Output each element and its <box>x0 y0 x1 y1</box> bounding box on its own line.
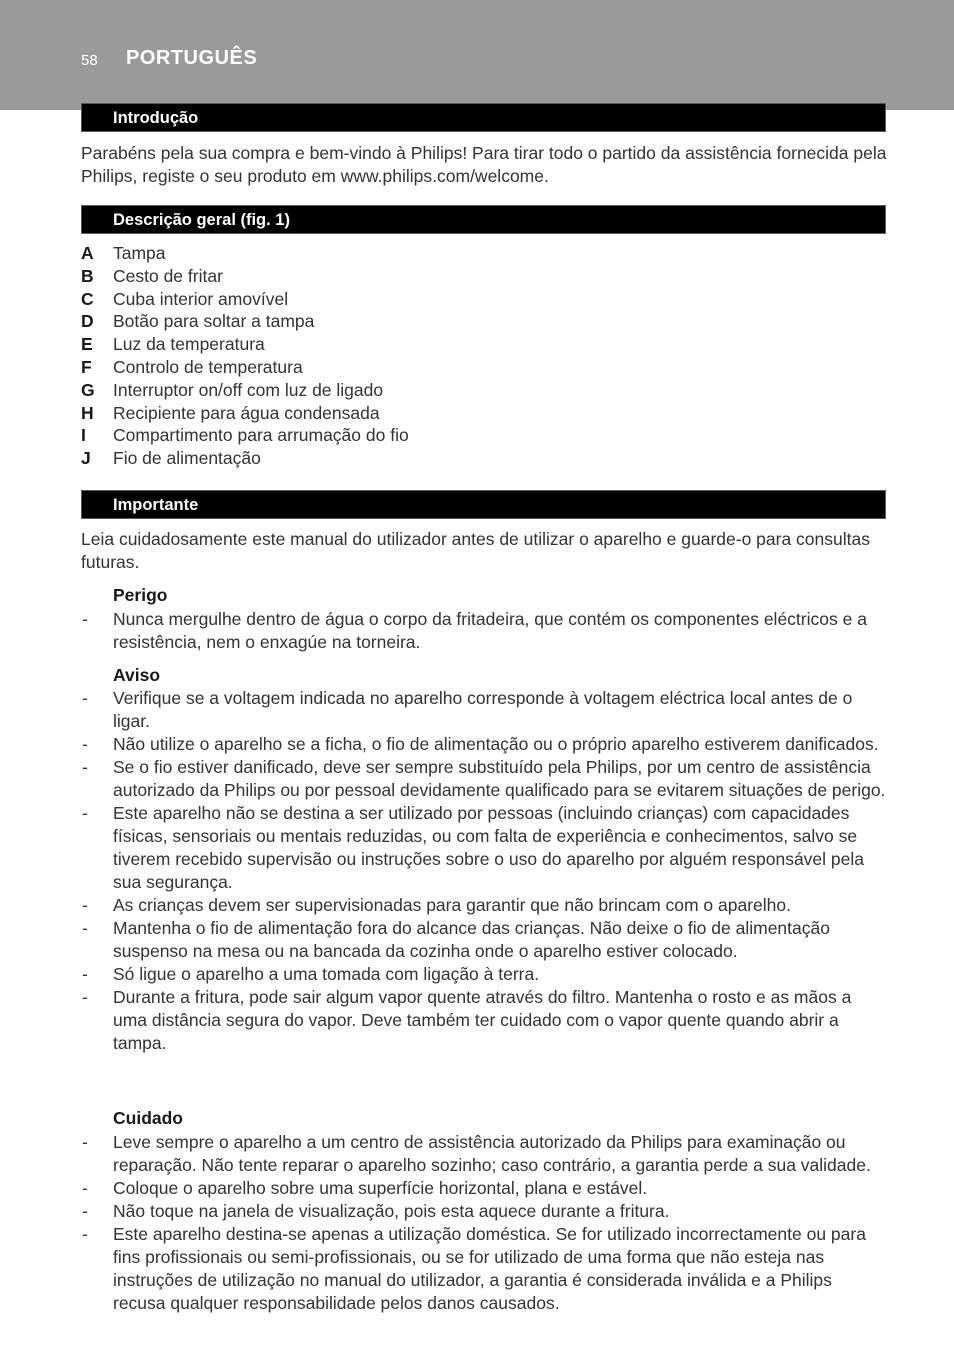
header-band <box>0 0 954 110</box>
part-item <box>81 402 681 425</box>
warning-heading: Aviso <box>113 665 161 685</box>
list-item: - Este aparelho não se destina a ser utilizado por pessoas (incluindo crianças) com capacidades físicas, sensoriais ou mentais reduzidas, ou com falta de experiência e conhecimentos, salvo se tiverem recebido supervisão ou instruções sobre o uso do aparelho por alguém responsável pela sua segurança. <box>81 802 891 894</box>
part-letter: D <box>81 311 94 332</box>
part-label: Controlo de temperatura <box>113 356 303 377</box>
part-letter: J <box>81 448 91 469</box>
part-label: Recipiente para água condensada <box>113 402 380 423</box>
list-item-text: Este aparelho destina-se apenas a utilização doméstica. Se for utilizado incorrectamente ou para fins profissionais ou semi-profissionais, ou se for utilizado de uma forma que não esteja nas instruções de utilização no manual do utilizador, a garantia é considerada inválida e a Philips recusa qualquer responsabilidade pelos danos causados. <box>113 1224 866 1313</box>
list-item-text: Durante a fritura, pode sair algum vapor quente através do filtro. Mantenha o rosto e as mãos a uma distância segura do vapor. Deve também ter cuidado com o vapor quente quando abrir a tampa. <box>113 987 852 1053</box>
list-item-text: Leve sempre o aparelho a um centro de assistência autorizado da Philips para examinação ou reparação. Não tente reparar o aparelho sozinho; caso contrário, a garantia perde a sua validade. <box>113 1132 871 1175</box>
part-item <box>81 242 681 265</box>
parts-list <box>81 242 681 470</box>
language-title: PORTUGUÊS <box>126 47 258 69</box>
list-item: - As crianças devem ser supervisionadas para garantir que não brincam com o aparelho. <box>81 894 891 917</box>
list-item: - Durante a fritura, pode sair algum vapor quente através do filtro. Mantenha o rosto e as mãos a uma distância segura do vapor. Deve também ter cuidado com o vapor quente quando abrir a tampa. <box>81 986 891 1055</box>
list-item: - Coloque o aparelho sobre uma superfície horizontal, plana e estável. <box>81 1177 891 1200</box>
part-item <box>81 379 681 402</box>
list-item-text: Este aparelho não se destina a ser utilizado por pessoas (incluindo crianças) com capacidades físicas, sensoriais ou mentais reduzidas, ou com falta de experiência e conhecimentos, salvo se tiverem recebido supervisão ou instruções sobre o uso do aparelho por alguém responsável pela sua segurança. <box>113 803 864 892</box>
section-title-intro: Introdução <box>113 109 199 127</box>
part-label: Tampa <box>113 243 166 263</box>
list-item-text: Verifique se a voltagem indicada no aparelho corresponde à voltagem eléctrica local antes de o ligar. <box>113 688 853 731</box>
list-item: - Nunca mergulhe dentro de água o corpo da fritadeira, que contém os componentes eléctricos e a resistência, nem o enxagúe na torneira. <box>81 608 891 654</box>
important-paragraph: Leia cuidadosamente este manual do utilizador antes de utilizar o aparelho e guarde-o para consultas futuras. <box>81 529 870 572</box>
list-item-text: Se o fio estiver danificado, deve ser sempre substituído pela Philips, por um centro de assistência autorizado da Philips ou por pessoal devidamente qualificado para se evitarem situações de perigo. <box>113 757 886 800</box>
section-title-important: Importante <box>113 496 199 514</box>
list-item: - Não toque na janela de visualização, pois esta aquece durante a fritura. <box>81 1200 891 1223</box>
list-item: - Só ligue o aparelho a uma tomada com ligação à terra. <box>81 963 891 986</box>
section-header-intro <box>81 103 886 132</box>
part-letter: A <box>81 243 94 263</box>
part-item <box>81 310 681 333</box>
list-item: - Mantenha o fio de alimentação fora do alcance das crianças. Não deixe o fio de alimentação suspenso na mesa ou na bancada da cozinha onde o aparelho estiver colocado. <box>81 917 891 963</box>
list-item-text: As crianças devem ser supervisionadas para garantir que não brincam com o aparelho. <box>113 895 791 915</box>
warning-list <box>81 687 891 1055</box>
part-letter: G <box>81 379 95 400</box>
list-item: - Se o fio estiver danificado, deve ser sempre substituído pela Philips, por um centro de assistência autorizado da Philips ou por pessoal devidamente qualificado para se evitarem situações de perigo. <box>81 756 891 802</box>
list-item-text: Não toque na janela de visualização, pois esta aquece durante a fritura. <box>113 1201 670 1221</box>
part-label: Fio de alimentação <box>113 448 261 469</box>
caution-list <box>81 1131 891 1315</box>
part-label: Luz da temperatura <box>113 334 265 355</box>
part-item <box>81 288 681 311</box>
part-item <box>81 424 681 447</box>
part-letter: E <box>81 334 93 355</box>
part-item <box>81 333 681 356</box>
list-item: - Verifique se a voltagem indicada no aparelho corresponde à voltagem eléctrica local antes de o ligar. <box>81 687 891 733</box>
section-title-overview: Descrição geral (fig. 1) <box>113 211 290 229</box>
section-header-important <box>81 490 886 519</box>
danger-heading: Perigo <box>113 585 168 605</box>
list-item: - Este aparelho destina-se apenas a utilização doméstica. Se for utilizado incorrectamente ou para fins profissionais ou semi-profissionais, ou se for utilizado de uma forma que não esteja nas instruções de utilização no manual do utilizador, a garantia é considerada inválida e a Philips recusa qualquer responsabilidade pelos danos causados. <box>81 1223 891 1315</box>
part-label: Cuba interior amovível <box>113 288 289 309</box>
list-item: - Não utilize o aparelho se a ficha, o fio de alimentação ou o próprio aparelho estiverem danificados. <box>81 733 891 756</box>
part-letter: F <box>81 356 92 377</box>
part-item <box>81 447 681 470</box>
part-letter: H <box>81 402 94 423</box>
part-item <box>81 356 681 379</box>
list-item: - Leve sempre o aparelho a um centro de assistência autorizado da Philips para examinação ou reparação. Não tente reparar o aparelho sozinho; caso contrário, a garantia perde a sua validade. <box>81 1131 891 1177</box>
part-label: Botão para soltar a tampa <box>113 311 315 332</box>
section-header-overview <box>81 205 886 234</box>
part-label: Compartimento para arrumação do fio <box>113 425 409 446</box>
list-item-text: Não utilize o aparelho se a ficha, o fio de alimentação ou o próprio aparelho estiverem danificados. <box>113 734 879 754</box>
list-item-text: Só ligue o aparelho a uma tomada com ligação à terra. <box>113 964 540 984</box>
danger-list <box>81 608 891 654</box>
list-item-text: Nunca mergulhe dentro de água o corpo da fritadeira, que contém os componentes eléctricos e a resistência, nem o enxagúe na torneira. <box>113 609 867 652</box>
page-number: 58 <box>81 52 98 69</box>
intro-paragraph: Parabéns pela sua compra e bem-vindo à Philips! Para tirar todo o partido da assistência fornecida pela Philips, registe o seu produto em www.philips.com/welcome. <box>81 143 887 186</box>
caution-heading: Cuidado <box>113 1108 183 1128</box>
list-item-text: Coloque o aparelho sobre uma superfície horizontal, plana e estável. <box>113 1178 648 1198</box>
part-letter: I <box>81 425 86 446</box>
part-item <box>81 265 681 288</box>
part-letter: B <box>81 265 94 286</box>
part-label: Cesto de fritar <box>113 265 223 286</box>
part-letter: C <box>81 288 94 309</box>
list-item-text: Mantenha o fio de alimentação fora do alcance das crianças. Não deixe o fio de alimentação suspenso na mesa ou na bancada da cozinha onde o aparelho estiver colocado. <box>113 918 830 961</box>
part-label: Interruptor on/off com luz de ligado <box>113 379 384 400</box>
